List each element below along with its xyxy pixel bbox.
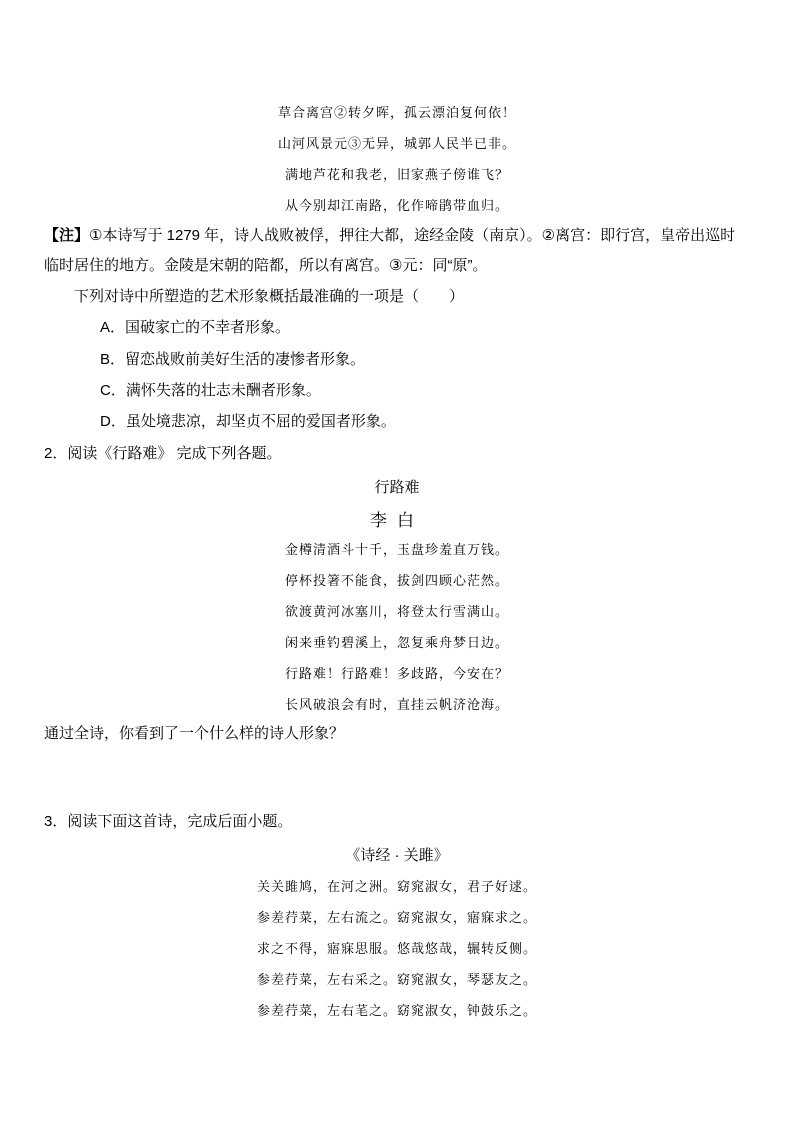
- question2-poem-line: 长风破浪会有时，直挂云帆济沧海。: [284, 698, 509, 713]
- question2-poem-line: 欲渡黄河冰塞川，将登太行雪满山。: [284, 605, 509, 620]
- poem1-line: 满地芦花和我老，旧家燕子傍谁飞？: [284, 168, 509, 183]
- question3-heading: 3．阅读下面这首诗，完成后面小题。: [44, 813, 293, 830]
- note-text-1: ①本诗写于 1279 年，诗人战败被俘，押往大都，途经金陵（南京）。②离宫：即行宫，皇帝出巡时: [89, 227, 736, 244]
- question2-poem-line: 行路难！行路难！多歧路，今安在？: [284, 667, 509, 682]
- question3-poem-line: 参差荇菜，左右采之。窈窕淑女，琴瑟友之。: [256, 973, 537, 988]
- question1-option-b: B．留恋战败前美好生活的凄惨者形象。: [100, 351, 366, 368]
- note-line-2: 临时居住的地方。金陵是宋朝的陪都，所以有离宫。③元：同“原”。: [44, 257, 488, 274]
- question3-poem-line: 关关雎鸠，在河之洲。窈窕淑女，君子好逑。: [256, 880, 537, 895]
- poem1-line: 山河风景元③无异，城郭人民半已非。: [277, 137, 516, 152]
- question3-poem-line: 参差荇菜，左右芼之。窈窕淑女，钟鼓乐之。: [256, 1004, 537, 1019]
- question1-option-c: C．满怀失落的壮志未酬者形象。: [100, 382, 321, 399]
- question3-poem-line: 参差荇菜，左右流之。窈窕淑女，寤寐求之。: [256, 911, 537, 926]
- question2-prompt: 通过全诗，你看到了一个什么样的诗人形象？: [44, 725, 345, 742]
- question3-poem-line: 求之不得，寤寐思服。悠哉悠哉，辗转反侧。: [256, 942, 537, 957]
- question2-poem-title: 行路难: [374, 479, 420, 496]
- question1-option-a: A．国破家亡的不幸者形象。: [100, 319, 291, 336]
- question2-poem-line: 金樽清酒斗十千，玉盘珍羞直万钱。: [284, 543, 509, 558]
- question2-heading: 2．阅读《行路难》 完成下列各题。: [44, 445, 282, 462]
- question1-option-d: D．虽处境悲凉，却坚贞不屈的爱国者形象。: [100, 413, 396, 430]
- note-label: 【注】: [44, 227, 90, 244]
- question2-poem-author: 李白: [370, 511, 424, 530]
- question1-stem: 下列对诗中所塑造的艺术形象概括最准确的一项是（ ）: [74, 288, 465, 305]
- poem1-line: 从今别却江南路，化作啼鹃带血归。: [284, 199, 509, 214]
- note-line-1: [44, 226, 735, 246]
- question2-poem-line: 闲来垂钓碧溪上，忽复乘舟梦日边。: [284, 636, 509, 651]
- question3-poem-title: 《诗经 · 关雎》: [345, 847, 449, 864]
- poem1-line: 草合离宫②转夕晖，孤云漂泊复何依！: [277, 106, 516, 121]
- question2-poem-line: 停杯投箸不能食，拔剑四顾心茫然。: [284, 574, 509, 589]
